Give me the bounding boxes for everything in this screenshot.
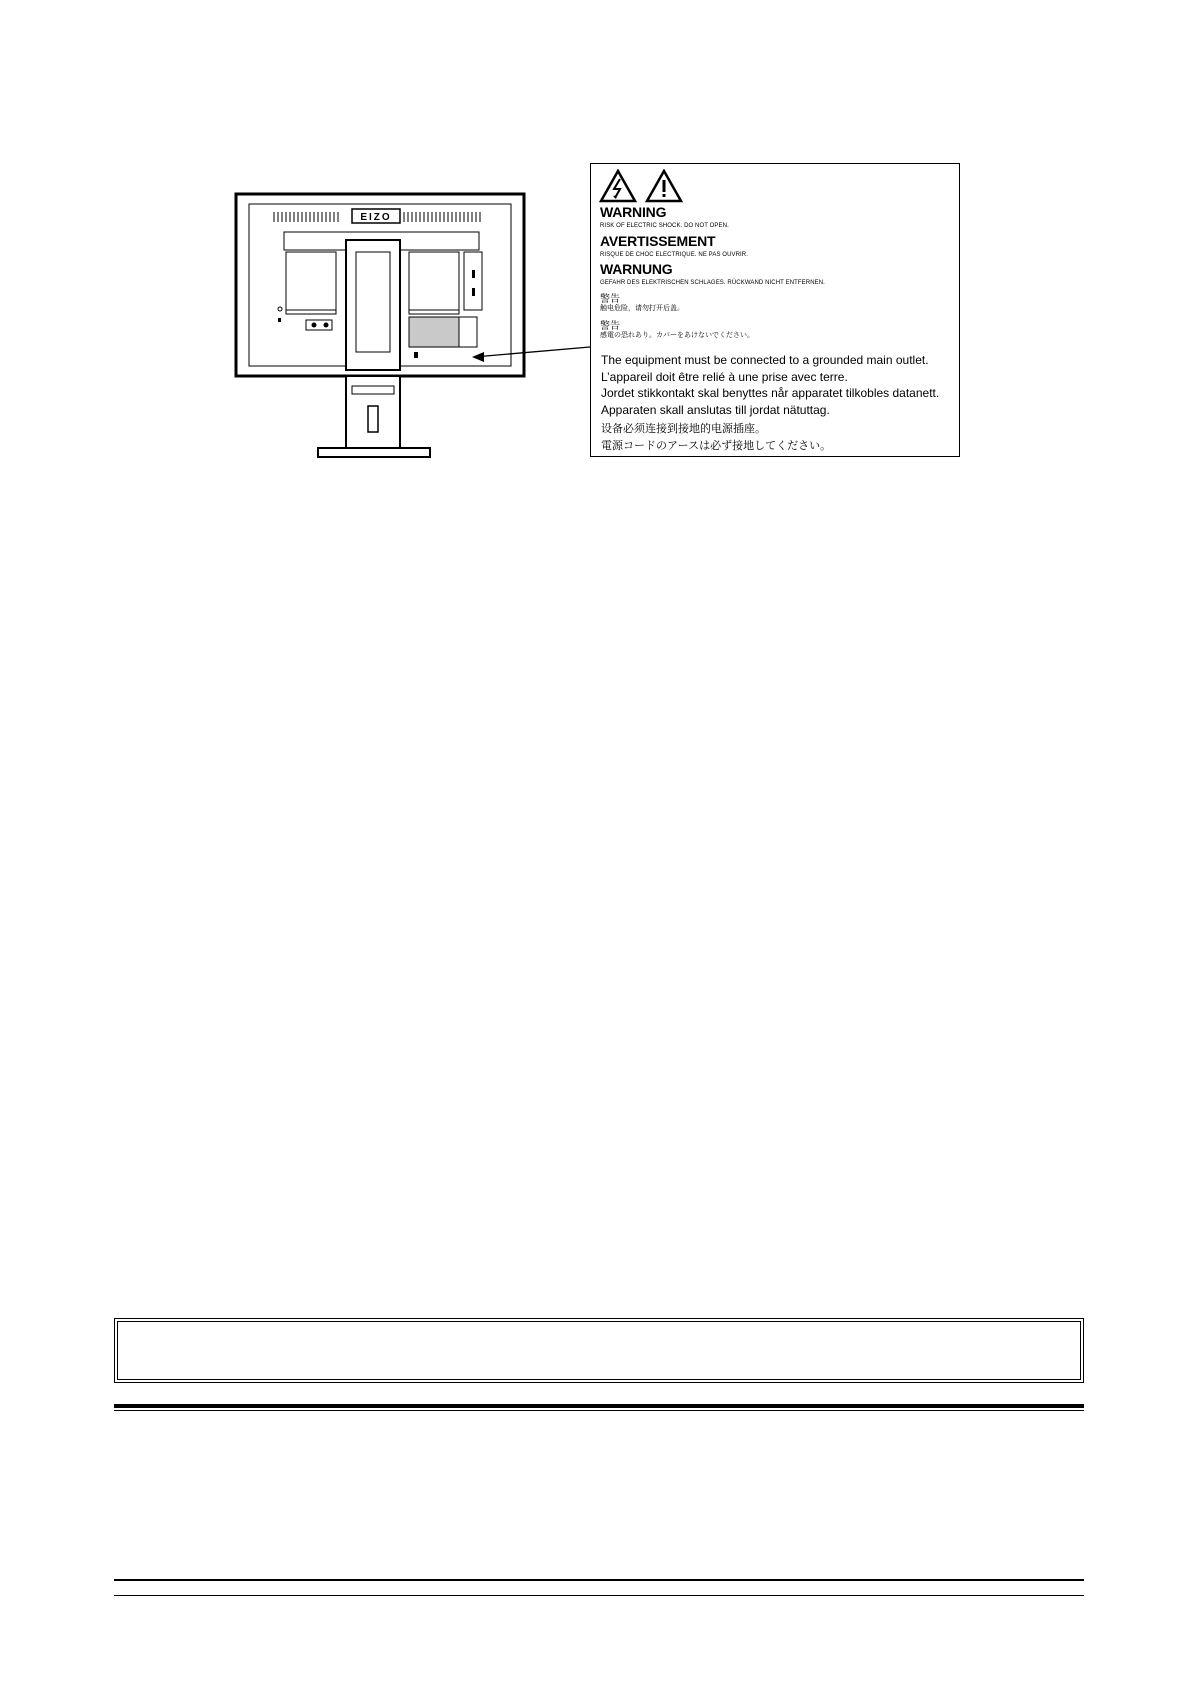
warning-title-ja: 警告 [600, 321, 620, 332]
section-rule-thick [114, 1404, 1084, 1408]
warning-title-zh: 警告 [600, 294, 620, 305]
section-rule-thin [114, 1410, 1084, 1411]
caution-warning-icon [645, 169, 683, 203]
notice-zh: 设备必须连接到接地的电源插座。 [601, 422, 766, 435]
monitor-rear-illustration [234, 192, 534, 466]
notice-ja: 電源コードのアースは必ず接地してください。 [601, 439, 832, 452]
warning-subtitle-de: GEFAHR DES ELEKTRISCHEN SCHLAGES. RÜCKWAND NICHT ENTFERNEN. [600, 280, 825, 286]
warning-icons [599, 169, 687, 209]
notice-en: The equipment must be connected to a grounded main outlet. [601, 353, 929, 367]
warning-subtitle-zh: 触电危险，请勿打开后盖。 [600, 304, 684, 312]
brand-plate-text: EIZO [360, 212, 392, 223]
warning-subtitle-fr: RISQUE DE CHOC ELECTRIQUE. NE PAS OUVRIR. [600, 252, 749, 258]
footer-rule-bottom [114, 1595, 1084, 1596]
empty-framed-box [114, 1318, 1084, 1383]
notice-fr: L’appareil doit être relié à une prise avec terre. [601, 370, 848, 384]
warning-subtitle-ja: 感電の恐れあり。カバーをあけないでください。 [600, 331, 754, 339]
notice-no: Jordet stikkontakt skal benyttes når apparatet tilkobles datanett. [601, 386, 940, 400]
warning-label [590, 163, 960, 457]
electric-shock-warning-icon [599, 169, 637, 203]
warning-title-en: WARNING [600, 204, 667, 220]
warning-title-fr: AVERTISSEMENT [600, 233, 716, 249]
notice-sv: Apparaten skall anslutas till jordat nätuttag. [601, 403, 830, 417]
warning-title-de: WARNUNG [600, 261, 673, 277]
footer-rule-top [114, 1579, 1084, 1581]
warning-subtitle-en: RISK OF ELECTRIC SHOCK. DO NOT OPEN. [600, 223, 729, 229]
pointer-arrow [470, 340, 590, 380]
